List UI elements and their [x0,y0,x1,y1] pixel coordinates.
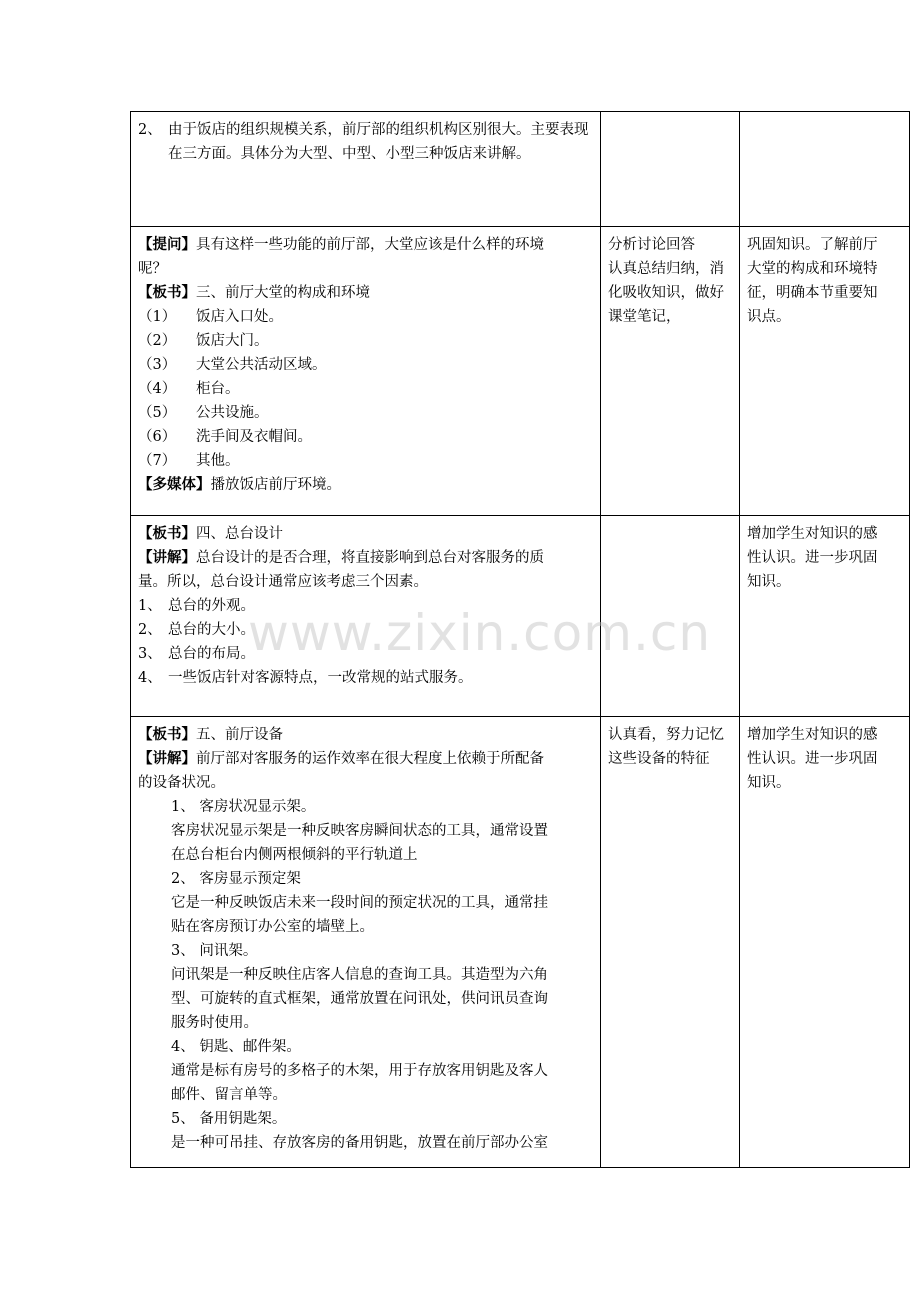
question-continuation: 呢？ [138,261,167,277]
list-item [138,401,593,425]
activity-cell [601,227,740,516]
lesson-plan-table [130,111,910,1168]
item-number: （7） [138,453,177,469]
purpose-line: 增加学生对知识的感 [747,526,878,542]
item-text: 公共设施。 [196,405,269,421]
item-text: 一些饭店针对客源特点，一改常规的站式服务。 [168,670,473,686]
activity-cell [601,717,740,1168]
table-row [131,717,910,1168]
purpose-line: 征，明确本节重要知 [747,285,878,301]
item-number: 1、 [138,598,162,614]
purpose-line: 巩固知识。了解前厅 [747,237,878,253]
question-line [138,233,593,257]
table-row [131,112,910,227]
table-row [131,227,910,516]
item-number: （1） [138,309,177,325]
board-text: 五、前厅设备 [196,727,283,743]
equipment-line: 贴在客房预订办公室的墙壁上。 [171,919,374,935]
item-number: （4） [138,381,177,397]
item-text: 饭店入口处。 [196,309,283,325]
item-number: （2） [138,333,177,349]
explain-line [138,546,593,570]
purpose-cell [740,516,910,717]
explain-continuation: 的设备状况。 [138,775,225,791]
list-item [138,618,593,642]
board-line [138,522,593,546]
list-item [138,329,593,353]
item-number: 2、 [138,122,162,138]
board-line [138,281,593,305]
item-text: 饭店大门。 [196,333,269,349]
list-item [138,594,593,618]
item-text: 由于饭店的组织规模关系，前厅部的组织机构区别很大。主要表现在三方面。具体分为大型、中型、小型三种饭店来讲解。 [168,122,589,162]
equipment-line: 通常是标有房号的多格子的木架，用于存放客用钥匙及客人 [171,1063,548,1079]
board-text: 三、前厅大堂的构成和环境 [196,285,370,301]
activity-line: 化吸收知识，做好 [608,285,724,301]
explain-line [138,747,593,771]
explain-tag: 【讲解】 [138,750,196,767]
list-item [138,666,593,690]
question-tag: 【提问】 [138,236,196,253]
equipment-line: 客房状况显示架是一种反映客房瞬间状态的工具，通常设置 [171,823,548,839]
question-text: 具有这样一些功能的前厅部，大堂应该是什么样的环境 [196,237,544,253]
list-item [138,377,593,401]
equipment-line: 2、 客房显示预定架 [171,871,301,887]
item-text: 总台的布局。 [168,646,255,662]
board-tag: 【板书】 [138,525,196,542]
item-number: 3、 [138,646,162,662]
list-item [138,118,593,166]
purpose-line: 知识。 [747,574,791,590]
item-number: 4、 [138,670,162,686]
equipment-line: 1、 客房状况显示架。 [171,799,316,815]
list-item [138,642,593,666]
board-tag: 【板书】 [138,284,196,301]
activity-cell [601,516,740,717]
table-row [131,516,910,717]
activity-cell [601,112,740,227]
content-cell [131,717,601,1168]
activity-line: 认真看，努力记忆 [608,727,724,743]
equipment-line: 是一种可吊挂、存放客房的备用钥匙，放置在前厅部办公室 [171,1135,548,1151]
list-item [138,449,593,473]
list-item [138,305,593,329]
equipment-line: 5、 备用钥匙架。 [171,1111,287,1127]
equipment-line: 在总台柜台内侧两根倾斜的平行轨道上 [171,847,418,863]
purpose-cell [740,717,910,1168]
item-text: 其他。 [196,453,240,469]
purpose-line: 识点。 [747,309,791,325]
purpose-line: 性认识。进一步巩固 [747,550,878,566]
item-text: 总台的外观。 [168,598,255,614]
explain-tag: 【讲解】 [138,549,196,566]
purpose-line: 性认识。进一步巩固 [747,751,878,767]
explain-text: 总台设计的是否合理，将直接影响到总台对客服务的质 [196,550,544,566]
list-item [138,353,593,377]
purpose-cell [740,112,910,227]
content-cell [131,516,601,717]
item-number: （3） [138,357,177,373]
list-item [138,425,593,449]
activity-line: 分析讨论回答 [608,237,695,253]
equipment-line: 服务时使用。 [171,1015,258,1031]
board-text: 四、总台设计 [196,526,283,542]
equipment-line: 4、 钥匙、邮件架。 [171,1039,301,1055]
activity-line: 认真总结归纳，消 [608,261,724,277]
item-number: （6） [138,429,177,445]
content-cell [131,227,601,516]
board-line [138,723,593,747]
watermark: www.zixin.com.cn [248,604,712,662]
media-tag: 【多媒体】 [138,476,211,493]
explain-continuation: 量。所以，总台设计通常应该考虑三个因素。 [138,574,428,590]
equipment-line: 问讯架是一种反映住店客人信息的查询工具。其造型为六角 [171,967,548,983]
equipment-line: 3、 问讯架。 [171,943,258,959]
content-cell [131,112,601,227]
purpose-cell [740,227,910,516]
item-text: 洗手间及衣帽间。 [196,429,312,445]
equipment-line: 它是一种反映饭店未来一段时间的预定状况的工具，通常挂 [171,895,548,911]
equipment-line: 邮件、留言单等。 [171,1087,287,1103]
purpose-line: 增加学生对知识的感 [747,727,878,743]
activity-line: 这些设备的特征 [608,751,710,767]
media-line [138,473,593,497]
purpose-line: 知识。 [747,775,791,791]
explain-text: 前厅部对客服务的运作效率在很大程度上依赖于所配备 [196,751,544,767]
item-text: 大堂公共活动区域。 [196,357,327,373]
purpose-line: 大堂的构成和环境特 [747,261,878,277]
item-text: 柜台。 [196,381,240,397]
activity-line: 课堂笔记， [608,309,681,325]
media-text: 播放饭店前厅环境。 [210,477,341,493]
item-text: 总台的大小。 [168,622,255,638]
item-number: 2、 [138,622,162,638]
item-number: （5） [138,405,177,421]
equipment-line: 型、可旋转的直式框架，通常放置在问讯处，供问讯员查询 [171,991,548,1007]
board-tag: 【板书】 [138,726,196,743]
